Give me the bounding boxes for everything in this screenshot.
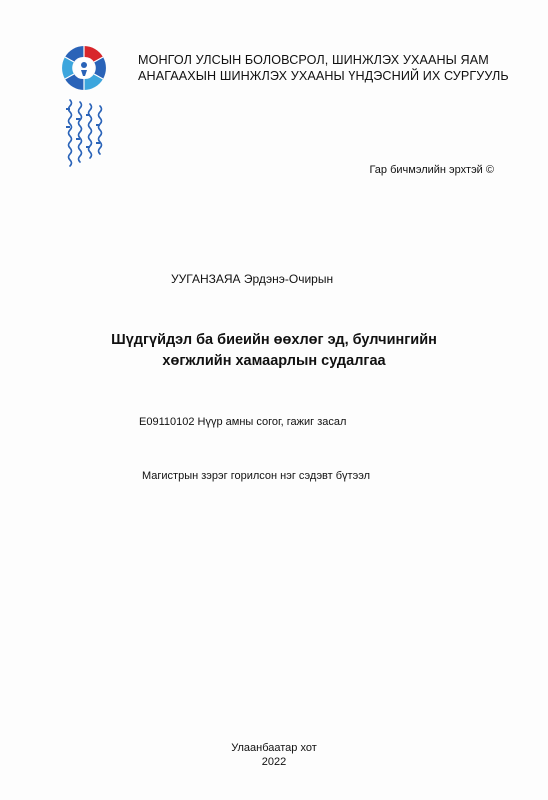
ministry-name: МОНГОЛ УЛСЫН БОЛОВСРОЛ, ШИНЖЛЭХ УХААНЫ ЯАМ: [138, 53, 489, 67]
degree-statement: Магистрын зэрэг горилсон нэг сэдэвт бүтээл: [142, 470, 370, 482]
university-emblem-icon: [48, 38, 120, 188]
city: Улаанбаатар хот: [231, 742, 317, 754]
university-name: АНАГААХЫН ШИНЖЛЭХ УХААНЫ ҮНДЭСНИЙ ИХ СУРГУУЛЬ: [138, 69, 509, 83]
copyright-notice: Гар бичмэлийн эрхтэй ©: [369, 164, 494, 176]
institution-header: [138, 52, 538, 84]
place-and-year: [0, 741, 548, 769]
thesis-title-line-1: Шүдгүйдэл ба биеийн өөхлөг эд, булчингийн: [111, 332, 437, 348]
thesis-title: [0, 330, 548, 372]
university-logo: [48, 38, 120, 188]
author-name: УУГАНЗАЯА Эрдэнэ-Очирын: [171, 272, 334, 286]
specialty-code: E09110102 Нүүр амны согог, гажиг засал: [139, 416, 347, 428]
thesis-title-line-2: хөгжлийн хамаарлын судалгаа: [162, 353, 386, 369]
year: 2022: [261, 756, 287, 768]
